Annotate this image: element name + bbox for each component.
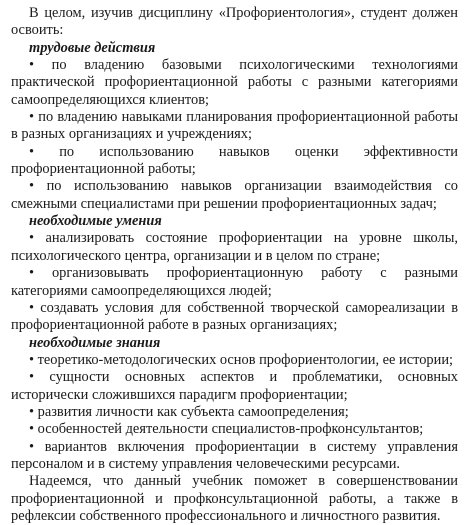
list-item: • по использованию навыков оценки эффективности профориентационной работы; — [11, 143, 458, 178]
section-heading: необходимые умения — [29, 213, 162, 230]
section-heading: необходимые знания — [29, 334, 161, 351]
list-item: • создавать условия для собственной творческой самореализации в профориентационной работе в разных организациях; — [11, 299, 458, 334]
list-item: • организовывать профориентационную работу с разными категориями самоопределяющихся людей; — [11, 265, 458, 299]
list-item: • вариантов включения профориентации в систему управления персоналом и в систему управления человеческими ресурсами. — [11, 438, 458, 472]
intro-paragraph: В целом, изучив дисциплину «Профориентология», студент должен освоить: — [11, 5, 458, 39]
list-item: • особенностей деятельности специалистов-профконсультантов; — [29, 421, 424, 438]
section-heading: трудовые действия — [29, 39, 156, 56]
list-item: • по использованию навыков организации взаимодействия со смежными специалистами при решении профориентационных задач; — [11, 178, 458, 212]
list-item: • сущности основных аспектов и проблематики, основных исторически сложившихся парадигм профориентации; — [11, 369, 458, 403]
list-item: • теоретико-методологических основ профориентологии, ее истории; — [29, 351, 454, 368]
list-item: • развития личности как субъекта самоопределения; — [29, 403, 349, 420]
list-item: • по владению базовыми психологическими технологиями практической профориентационной работы с разными категориями самоопределяющихся клиентов; — [11, 57, 458, 108]
closing-paragraph: Надеемся, что данный учебник поможет в совершенствовании профориентационной и профконсультационной работы, а также в рефлексии собственного профессионального и личностного развития. — [11, 473, 458, 524]
list-item: • анализировать состояние профориентации на уровне школы, психологического центра, организации и в целом по стране; — [11, 230, 458, 264]
section-required-knowledge — [11, 335, 458, 474]
section-required-skills — [11, 213, 458, 334]
list-item: • по владению навыками планирования профориентационной работы в разных организациях и учреждениях; — [11, 109, 458, 143]
section-labor-actions — [11, 40, 458, 213]
